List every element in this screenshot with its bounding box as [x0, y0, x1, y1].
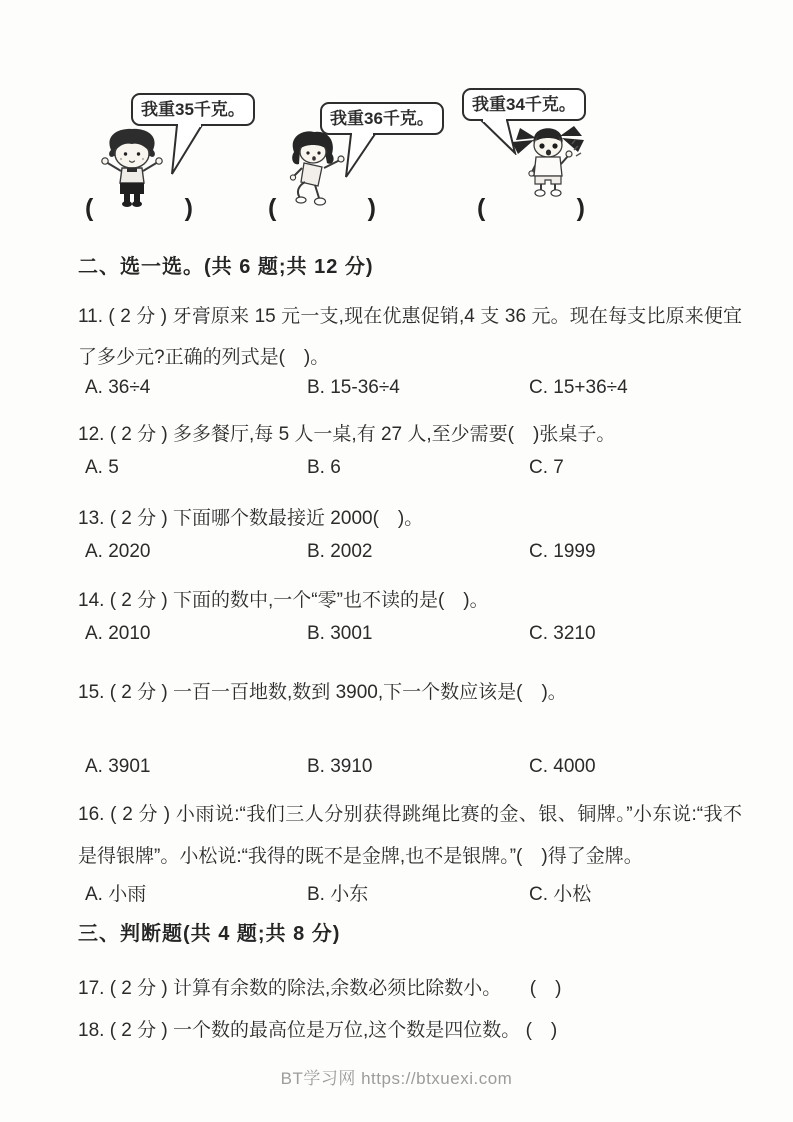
question-13-option-c: C. 1999	[529, 541, 596, 562]
question-11-option-c: C. 15+36÷4	[529, 377, 628, 398]
footer-watermark: BT学习网 https://btxuexi.com	[280, 1069, 513, 1088]
question-13-option-a: A. 2020	[85, 541, 151, 562]
speech-bubble-2-text: 我重36千克。	[330, 109, 434, 128]
question-15-option-a: A. 3901	[85, 756, 151, 777]
section-2-title: 二、选一选。(共 6 题;共 12 分)	[78, 256, 374, 278]
question-18-text: 18. ( 2 分 ) 一个数的最高位是万位,这个数是四位数。 ( )	[78, 1020, 558, 1041]
question-16-option-c: C. 小松	[529, 884, 592, 905]
open-paren-icon: (	[477, 194, 486, 222]
question-15-text: 15. ( 2 分 ) 一百一百地数,数到 3900,下一个数应该是( )。	[78, 682, 567, 703]
question-17-text: 17. ( 2 分 ) 计算有余数的除法,余数必须比除数小。 ( )	[78, 978, 562, 999]
question-11-option-b: B. 15-36÷4	[307, 377, 400, 398]
question-12-options	[85, 457, 747, 479]
question-14-option-a: A. 2010	[85, 623, 151, 644]
answer-blank-2	[268, 194, 376, 223]
question-12-option-b: B. 6	[307, 457, 341, 478]
question-13-options	[85, 541, 747, 563]
speech-bubble-3-text: 我重34千克。	[472, 95, 576, 114]
question-15-options	[85, 756, 747, 778]
question-14-option-b: B. 3001	[307, 623, 373, 644]
answer-blank-1	[85, 194, 193, 223]
speech-bubble-1-text: 我重35千克。	[141, 100, 245, 119]
close-paren-icon: )	[184, 194, 193, 222]
close-paren-icon: )	[576, 194, 585, 222]
question-15-option-b: B. 3910	[307, 756, 373, 777]
question-12-option-a: A. 5	[85, 457, 119, 478]
speech-bubble-1-tail	[166, 124, 204, 176]
close-paren-icon: )	[367, 194, 376, 222]
question-11-option-a: A. 36÷4	[85, 377, 151, 398]
pigtails-girl-figure-image	[508, 120, 588, 202]
section-3-title: 三、判断题(共 4 题;共 8 分)	[78, 923, 341, 945]
speech-bubble-3	[462, 88, 586, 121]
question-12-option-c: C. 7	[529, 457, 564, 478]
question-14-text: 14. ( 2 分 ) 下面的数中,一个“零”也不读的是( )。	[78, 590, 489, 611]
question-13-option-b: B. 2002	[307, 541, 373, 562]
answer-blank-3	[477, 194, 585, 223]
question-11-options	[85, 377, 747, 399]
question-16-text: 16. ( 2 分 ) 小雨说:“我们三人分别获得跳绳比赛的金、银、铜牌。”小东说:“我不是得银牌”。小松说:“我得的既不是金牌,也不是银牌。”( )得了金牌。	[78, 804, 742, 867]
question-16-options	[85, 879, 747, 906]
open-paren-icon: (	[268, 194, 277, 222]
question-14-option-c: C. 3210	[529, 623, 596, 644]
open-paren-icon: (	[85, 194, 94, 222]
question-14-options	[85, 623, 747, 645]
question-11-text: 11. ( 2 分 ) 牙膏原来 15 元一支,现在优惠促销,4 支 36 元。现在每支比原来便宜了多少元?正确的列式是( )。	[78, 306, 742, 368]
question-13-text: 13. ( 2 分 ) 下面哪个数最接近 2000( )。	[78, 508, 424, 529]
speech-bubble-1	[131, 93, 255, 126]
question-16-option-b: B. 小东	[307, 884, 369, 905]
question-16-option-a: A. 小雨	[85, 884, 147, 905]
question-12-text: 12. ( 2 分 ) 多多餐厅,每 5 人一桌,有 27 人,至少需要( )张桌子。	[78, 424, 616, 445]
question-15-option-c: C. 4000	[529, 756, 596, 777]
